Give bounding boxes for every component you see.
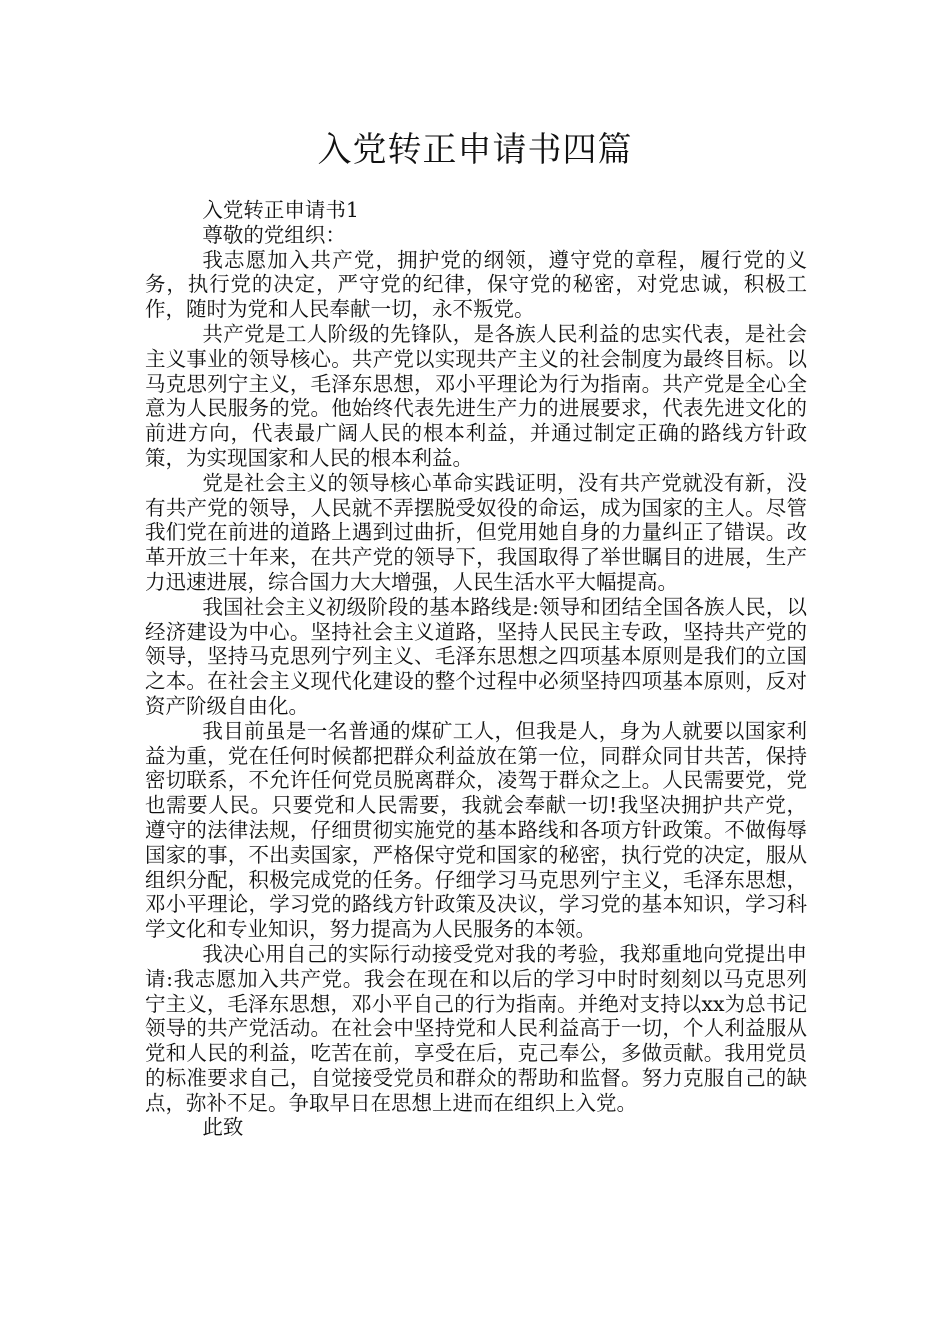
paragraph: 我志愿加入共产党，拥护党的纲领，遵守党的章程，履行党的义务，执行党的决定，严守党的纪律，保守党的秘密，对党忠诚，积极工作，随时为党和人民奉献一切，永不叛党。 [145, 247, 807, 322]
closing: 此致 [202, 1115, 244, 1140]
paragraph: 党是社会主义的领导核心革命实践证明，没有共产党就没有新，没有共产党的领导，人民就不弄摆脱受奴役的命运，成为国家的主人。尽管我们党在前进的道路上遇到过曲折，但党用她自身的力量纠正了错误。改革开放三十年来，在共产党的领导下，我国取得了举世瞩目的进展，生产力迅速进展，综合国力大大增强，人民生活水平大幅提高。 [145, 470, 807, 594]
salutation: 尊敬的党组织： [202, 222, 346, 247]
paragraph: 我国社会主义初级阶段的基本路线是:领导和团结全国各族人民，以经济建设为中心。坚持社会主义道路，坚持人民民主专政，坚持共产党的领导，坚持马克思列宁列主义、毛泽东思想之四项基本原则是我们的立国之本。在社会主义现代化建设的整个过程中必须坚持四项基本原则，反对资产阶级自由化。 [145, 594, 807, 718]
document-body [145, 198, 807, 1140]
letter-heading: 入党转正申请书1 [202, 198, 359, 222]
page-title: 入党转正申请书四篇 [317, 130, 633, 170]
paragraph: 共产党是工人阶级的先锋队，是各族人民利益的忠实代表，是社会主义事业的领导核心。共产党以实现共产主义的社会制度为最终目标。以马克思列宁主义，毛泽东思想，邓小平理论为行为指南。共产党是全心全意为人民服务的党。他始终代表先进生产力的进展要求，代表先进文化的前进方向，代表最广阔人民的根本利益，并通过制定正确的路线方针政策，为实现国家和人民的根本利益。 [145, 321, 807, 470]
paragraph: 我决心用自己的实际行动接受党对我的考验，我郑重地向党提出申请:我志愿加入共产党。我会在现在和以后的学习中时时刻刻以马克思列宁主义，毛泽东思想，邓小平自己的行为指南。并绝对支持以xx为总书记领导的共产党活动。在社会中坚持党和人民利益高于一切，个人利益服从党和人民的利益，吃苦在前，享受在后，克己奉公，多做贡献。我用党员的标准要求自己，自觉接受党员和群众的帮助和监督。努力克服自己的缺点，弥补不足。争取早日在思想上进而在组织上入党。 [145, 941, 807, 1115]
paragraph: 我目前虽是一名普通的煤矿工人，但我是人，身为人就要以国家利益为重，党在任何时候都把群众利益放在第一位，同群众同甘共苦，保持密切联系，不允许任何党员脱离群众，凌驾于群众之上。人民需要党，党也需要人民。只要党和人民需要，我就会奉献一切!我坚决拥护共产党，遵守的法律法规，仔细贯彻实施党的基本路线和各项方针政策。不做侮辱国家的事，不出卖国家，严格保守党和国家的秘密，执行党的决定，服从组织分配，积极完成党的任务。仔细学习马克思列宁主义，毛泽东思想，邓小平理论，学习党的路线方针政策及决议，学习党的基本知识，学习科学文化和专业知识，努力提高为人民服务的本领。 [145, 718, 807, 942]
